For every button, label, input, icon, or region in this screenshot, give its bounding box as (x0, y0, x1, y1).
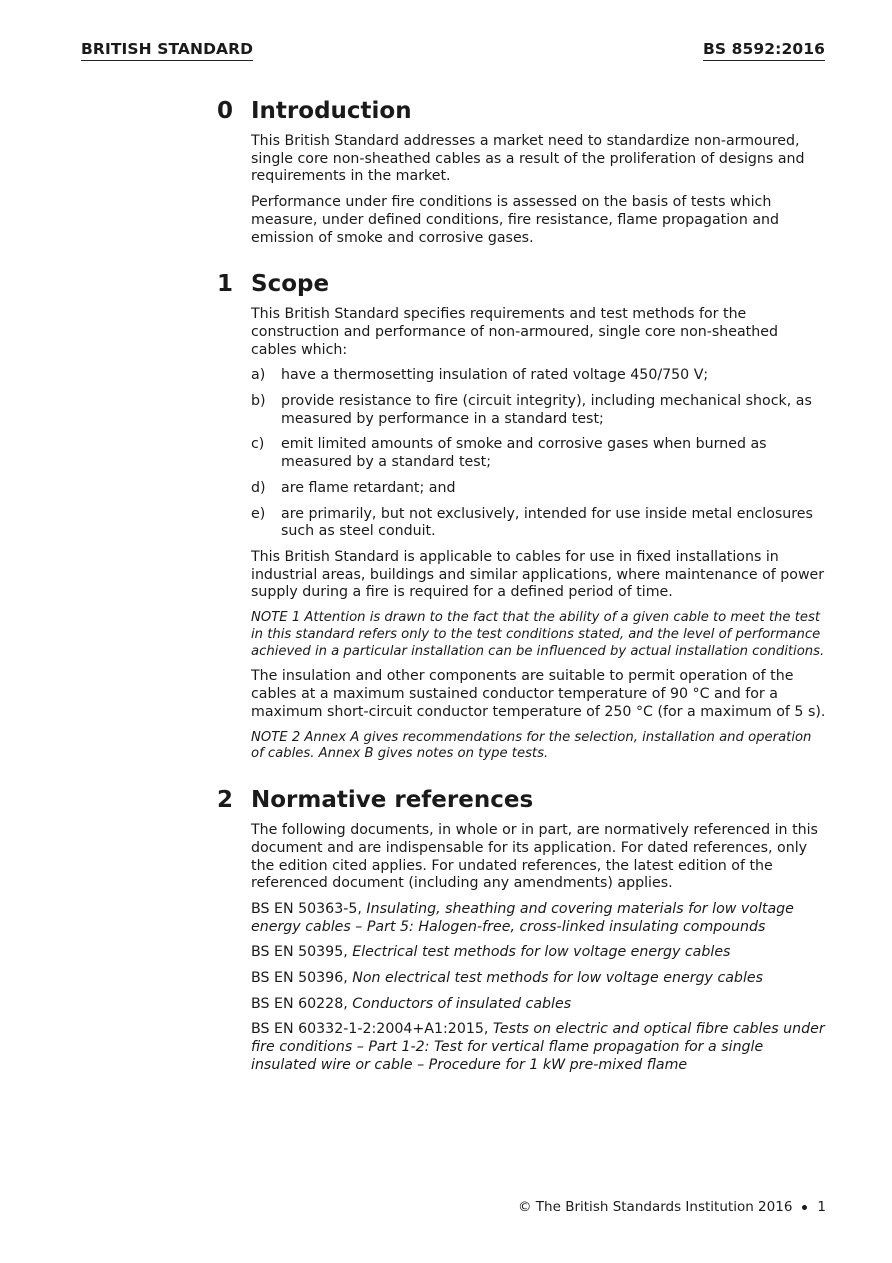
list-item-text: have a thermosetting insulation of rated voltage 450/750 V; (281, 367, 709, 384)
list-item-label: e) (251, 505, 266, 522)
list-item-label: a) (251, 367, 266, 384)
copyright-notice: © The British Standards Institution 2016 (518, 1199, 793, 1215)
list-item-label: d) (251, 479, 266, 496)
section-title: Introduction (251, 98, 412, 124)
note-1: NOTE 1 Attention is drawn to the fact that the ability of a given cable to meet the test in this standard refers only to the test conditions stated, and the level of performance achieved in a particular installation can be influenced by actual installation conditions. (251, 610, 825, 659)
list-item-label: c) (251, 436, 265, 453)
section-heading (217, 98, 827, 124)
paragraph: The following documents, in whole or in part, are normatively referenced in this document and are indispensable for its application. For dated references, only the edition cited applies. For undated references, the latest edition of the referenced document (including any amendments) applies. (251, 822, 818, 892)
reference-code: BS EN 50363-5, (251, 900, 367, 917)
list-item (251, 436, 827, 471)
note-2: NOTE 2 Annex A gives recommendations for the selection, installation and operation of cables. Annex B gives notes on type tests. (251, 729, 812, 762)
list-item (251, 506, 827, 541)
reference-code: BS EN 50395, (251, 944, 353, 961)
list-item-text: emit limited amounts of smoke and corrosive gases when burned as measured by a standard test; (281, 436, 767, 471)
list-item (251, 367, 827, 385)
reference-entry (251, 970, 827, 988)
section-number: 0 (217, 98, 234, 124)
reference-entry (251, 1021, 827, 1074)
reference-title: Non electrical test methods for low voltage energy cables (352, 970, 764, 987)
section-heading (217, 271, 827, 297)
reference-code: BS EN 60228, (251, 995, 353, 1012)
list-item (251, 393, 827, 428)
reference-code: BS EN 60332-1-2:2004+A1:2015, (251, 1021, 493, 1038)
paragraph: This British Standard addresses a market need to standardize non-armoured, single core non-sheathed cables as a result of the proliferation of designs and requirements in the market. (251, 133, 805, 185)
document-body (217, 98, 827, 1099)
page-footer (518, 1199, 826, 1215)
list-item-text: are primarily, but not exclusively, intended for use inside metal enclosures such as steel conduit. (281, 505, 813, 540)
section-number: 1 (217, 271, 234, 298)
bullet-separator-icon (802, 1205, 807, 1210)
page-number: 1 (817, 1199, 826, 1215)
list-item (251, 480, 827, 498)
section-normative-references (217, 787, 827, 1074)
reference-entry (251, 944, 827, 962)
paragraph: The insulation and other components are suitable to permit operation of the cables at a maximum sustained conductor temperature of 90 °C and for a maximum short-circuit conductor temperature of 250 °C (for a maximum of 5 s). (251, 668, 826, 720)
paragraph: Performance under fire conditions is assessed on the basis of tests which measure, under defined conditions, fire resistance, flame propagation and emission of smoke and corrosive gases. (251, 194, 780, 246)
section-heading (217, 787, 827, 813)
section-number: 2 (217, 787, 234, 814)
section-title: Scope (251, 271, 330, 298)
section-scope (217, 271, 827, 763)
list-item-text: are flame retardant; and (281, 479, 456, 496)
paragraph: This British Standard is applicable to cables for use in fixed installations in industrial areas, buildings and similar applications, where maintenance of power supply during a fire is required for a defined period of time. (251, 548, 825, 601)
list-item-label: b) (251, 393, 266, 410)
reference-entry (251, 901, 827, 936)
header-standard-label: BRITISH STANDARD (81, 40, 253, 61)
section-title: Normative references (251, 787, 534, 814)
reference-entry (251, 996, 827, 1014)
reference-title: Conductors of insulated cables (352, 995, 572, 1012)
reference-title: Tests on electric and optical fibre cables under fire conditions – Part 1-2: Test for vertical flame propagation for a single insulated wire or cable – Procedure for 1 kW pre-mixed flame (251, 1021, 825, 1073)
reference-title: Electrical test methods for low voltage energy cables (352, 944, 731, 961)
header-document-number: BS 8592:2016 (703, 40, 825, 61)
reference-code: BS EN 50396, (251, 970, 353, 987)
section-introduction (217, 98, 827, 247)
paragraph: This British Standard specifies requirements and test methods for the construction and performance of non-armoured, single core non-sheathed cables which: (251, 306, 778, 358)
list-item-text: provide resistance to fire (circuit integrity), including mechanical shock, as measured by performance in a standard test; (281, 393, 812, 427)
reference-title: Insulating, sheathing and covering materials for low voltage energy cables – Part 5: Halogen-free, cross-linked insulating compounds (251, 900, 794, 935)
